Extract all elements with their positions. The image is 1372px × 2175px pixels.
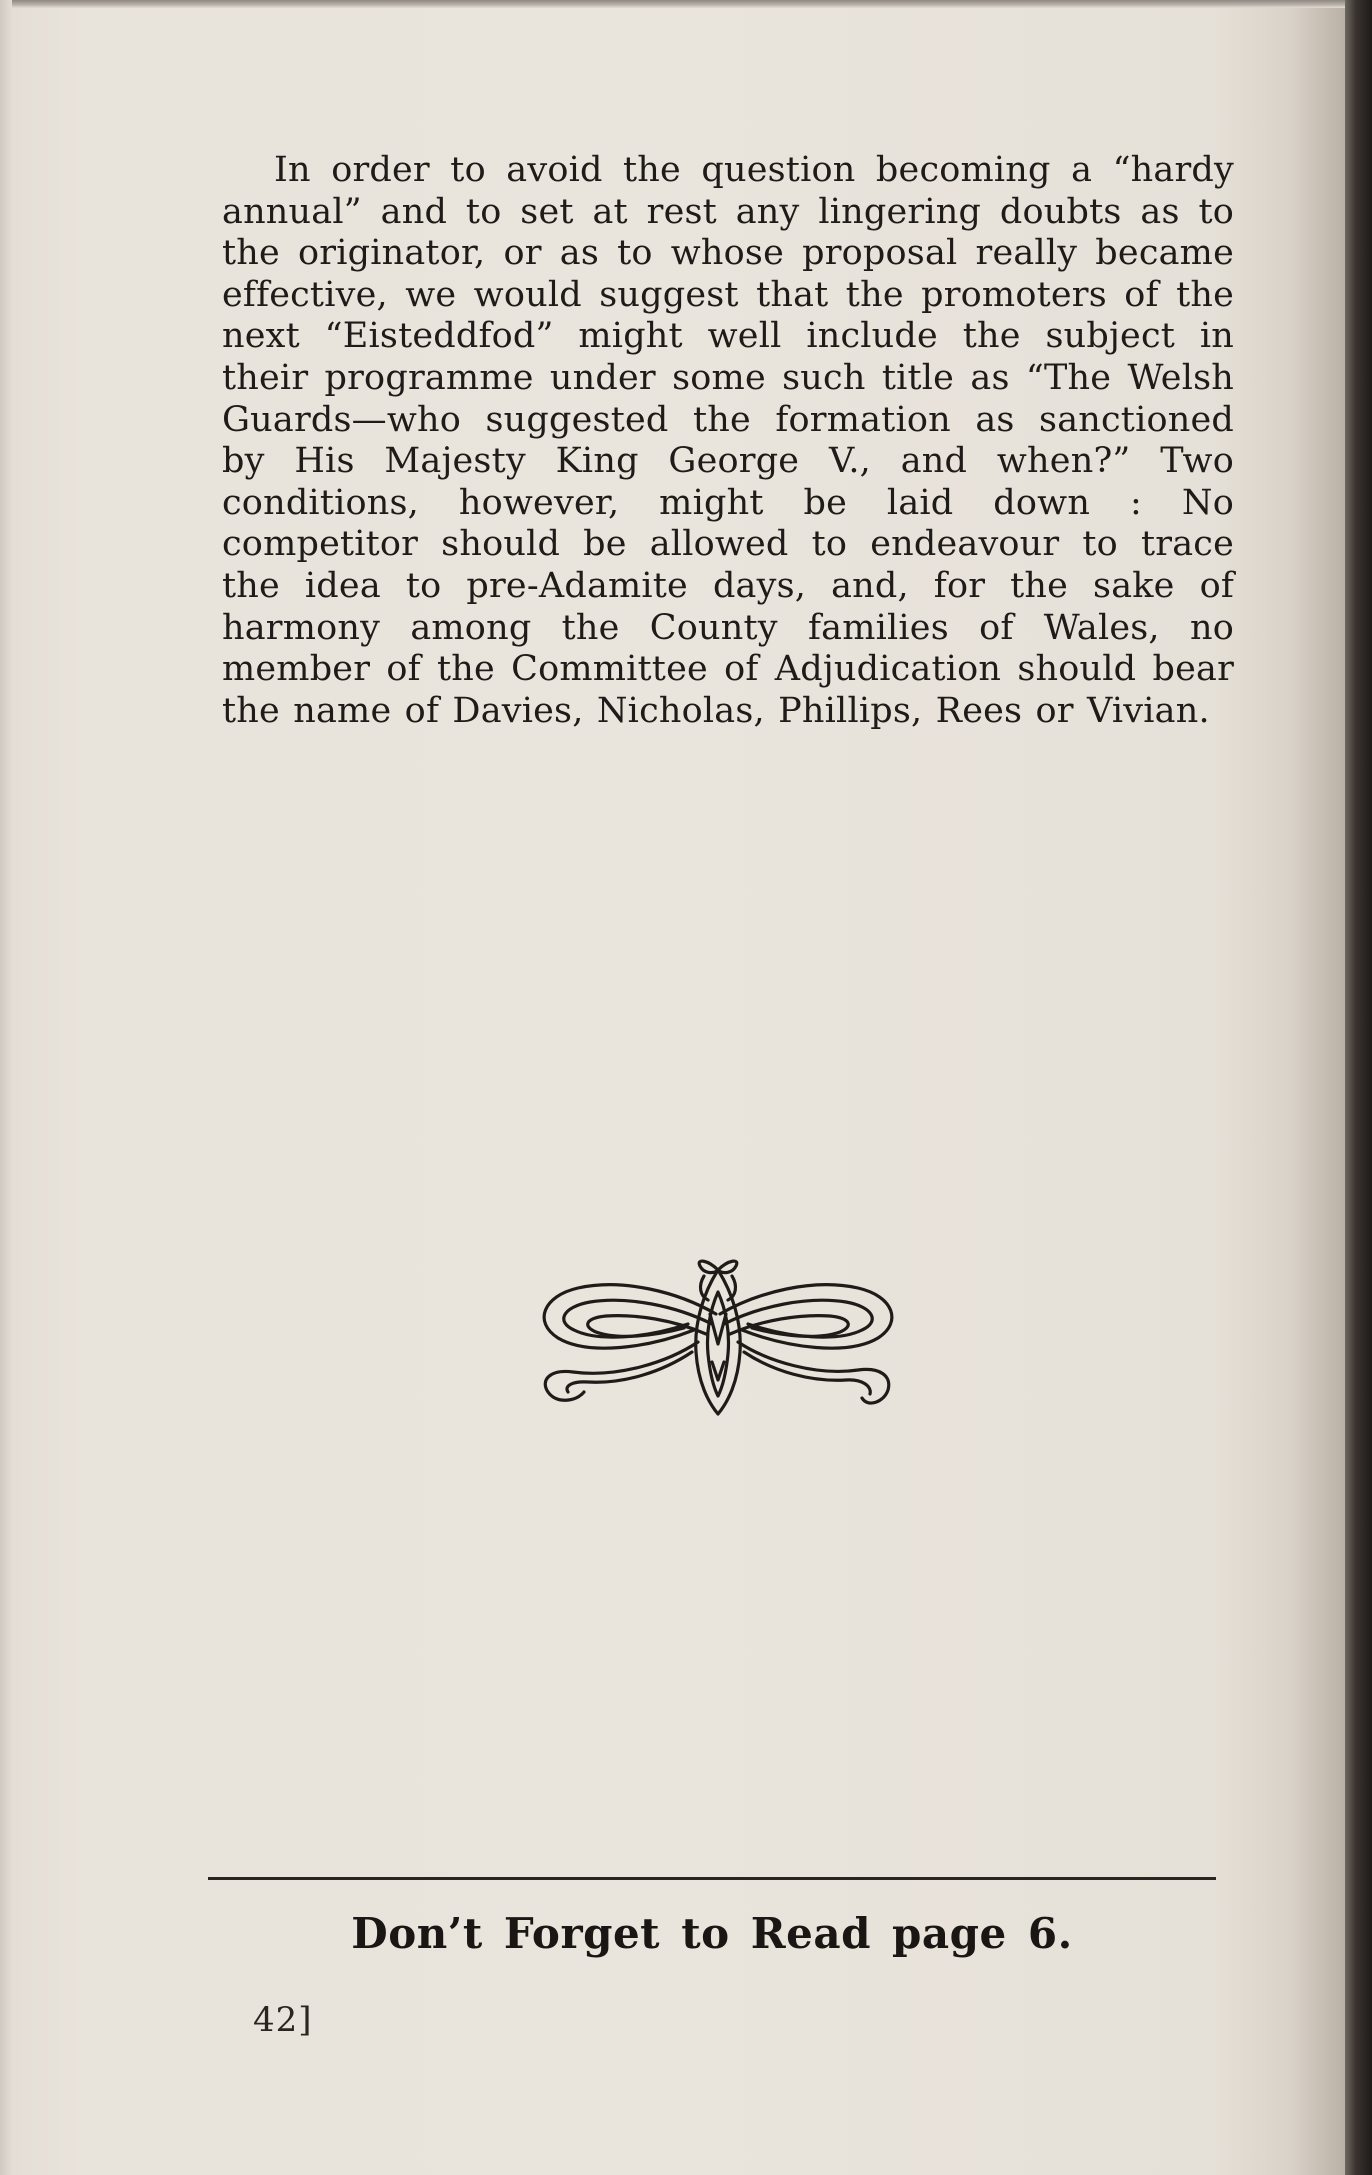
body-paragraph: In order to avoid the question becoming a “hardy annual” and to set at rest any lingering doubts as to the originator, or as to whose proposal really became effective, we would suggest that the promoters of the next “Eisteddfod” might well include the subject in their programme under some such title as “The Welsh Guards—who suggested the formation as sanctioned by His Majesty King George V., and when?” Two conditions, however, might be laid down : No competitor should be allowed to endeavour to trace the idea to pre-Adamite days, and, for the sake of harmony among the County families of Wales, no member of the Committee of Adjudication should bear the name of Davies, Nicholas, Phillips, Rees or Vivian. (222, 150, 1234, 731)
book-spine (1345, 0, 1372, 2175)
page-number: 42] (253, 2000, 313, 2040)
art-nouveau-knot-ornament-icon (528, 1252, 908, 1427)
footer-reminder: Don’t Forget to Read page 6. (351, 1909, 1073, 1958)
footer-divider (208, 1877, 1216, 1880)
page-left-edge (0, 0, 12, 2175)
page-top-edge (0, 0, 1345, 8)
